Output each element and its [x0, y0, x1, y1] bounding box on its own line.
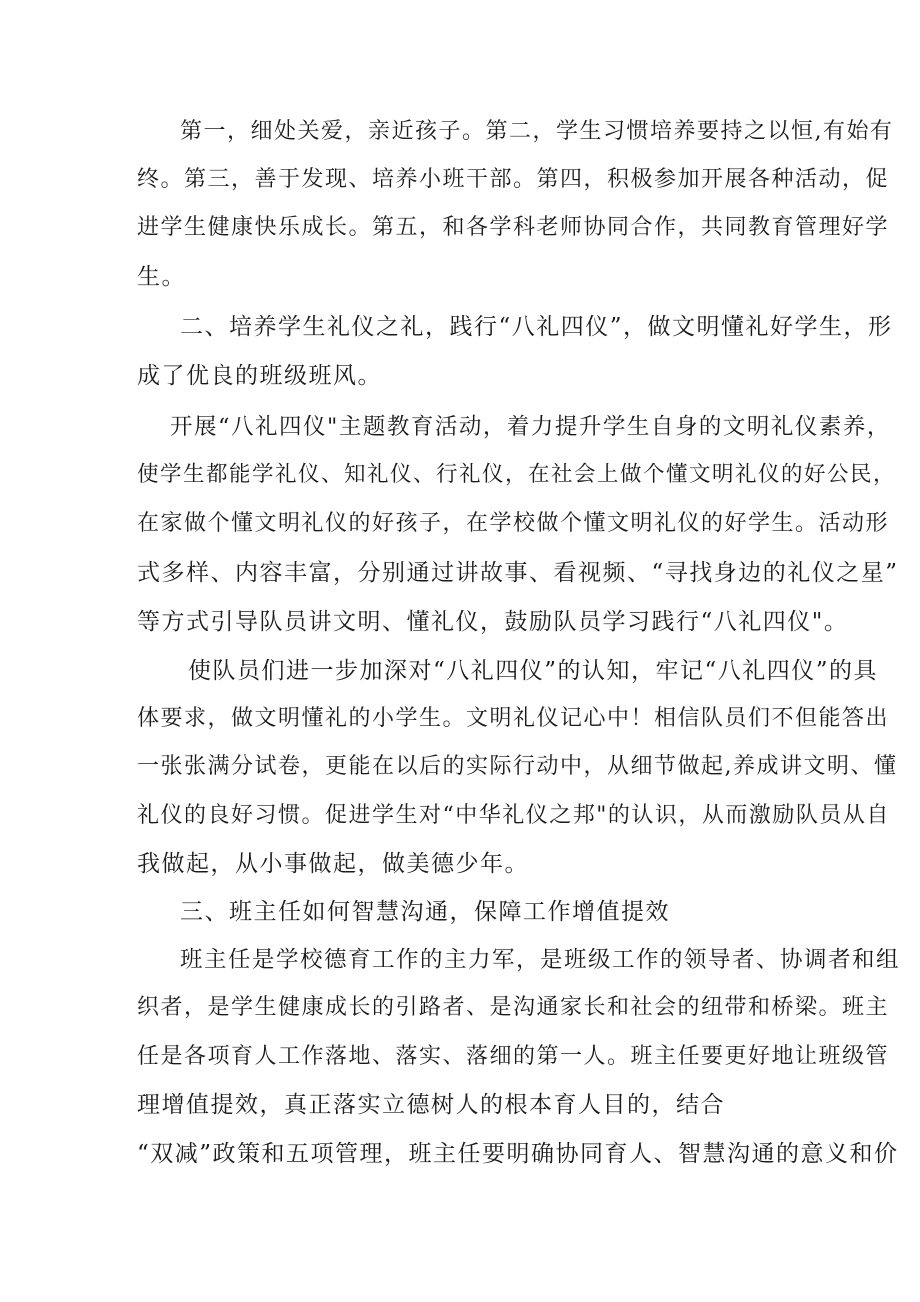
text-line: 等方式引导队员讲文明、懂礼仪，鼓励队员学习践行“八礼四仪"。: [137, 609, 849, 635]
text-line: 织者，是学生健康成长的引路者、是沟通家长和社会的纽带和桥梁。班主: [137, 995, 890, 1020]
text-line: 使学生都能学礼仪、知礼仪、行礼仪，在社会上做个懂文明礼仪的好公民，: [137, 462, 897, 487]
text-line: 进学生健康快乐成长。第五，和各学科老师协同合作，共同教育管理好学: [137, 215, 890, 240]
text-line: 理增值提效，真正落实立德树人的根本育人目的，结合: [137, 1092, 725, 1118]
section-heading-line: 成了优良的班级班风。: [137, 363, 382, 389]
text-line: 体要求，做文明懂礼的小学生。文明礼仪记心中！相信队员们不但能答出: [137, 706, 890, 731]
text-line: 使队员们进一步加深对“八礼四仪”的认知，牢记“八礼四仪”的具: [188, 658, 879, 684]
text-line: 第一，细处关爱，亲近孩子。第二，学生习惯培养要持之以恒,有始有: [180, 119, 894, 144]
text-line: “双减”政策和五项管理，班主任要明确协同育人、智慧沟通的意义和价: [137, 1141, 899, 1167]
text-line: 在家做个懂文明礼仪的好孩子，在学校做个懂文明礼仪的好学生。活动形: [137, 511, 890, 536]
text-line: 式多样、内容丰富，分别通过讲故事、看视频、“寻找身边的礼仪之星”: [137, 560, 899, 586]
text-line: 开展“八礼四仪"主题教育活动，着力提升学生自身的文明礼仪素养，: [170, 414, 891, 440]
text-line: 任是各项育人工作落地、落实、落细的第一人。班主任要更好地让班级管: [137, 1044, 890, 1069]
text-line: 礼仪的良好习惯。促进学生对“中华礼仪之邦"的认识，从而激励队员从自: [137, 803, 890, 828]
section-heading-line: 二、培养学生礼仪之礼，践行“八礼四仪”，做文明懂礼好学生，形: [180, 314, 893, 340]
text-line: 班主任是学校德育工作的主力军，是班级工作的领导者、协调者和组: [180, 947, 901, 973]
text-line: 生。: [137, 264, 186, 290]
text-line: 我做起，从小事做起，做美德少年。: [137, 851, 529, 877]
section-heading-line: 三、班主任如何智慧沟通，保障工作增值提效: [180, 899, 670, 925]
text-line: 终。第三，善于发现、培养小班干部。第四，积极参加开展各种活动，促: [137, 167, 890, 192]
text-line: 一张张满分试卷，更能在以后的实际行动中，从细节做起,养成讲文明、懂: [137, 754, 898, 779]
